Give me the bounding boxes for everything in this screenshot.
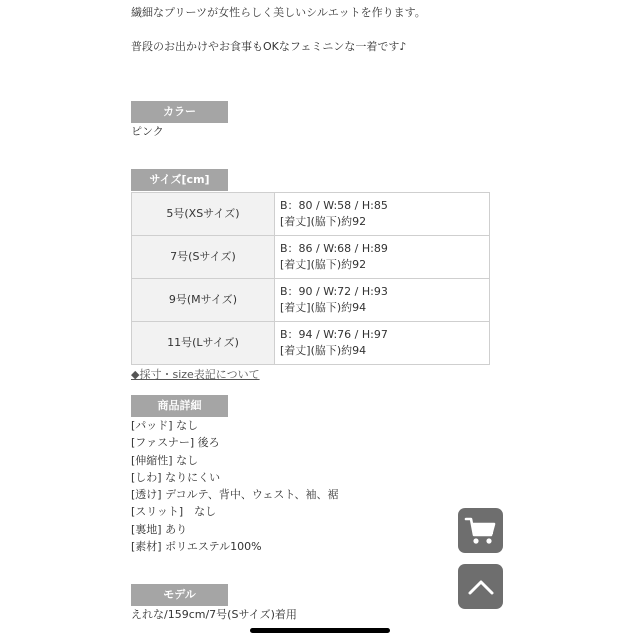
detail-item: [スリット] なし: [131, 505, 217, 518]
chevron-up-icon: [467, 577, 495, 597]
size-bwh: B：80 / W:58 / H:85: [280, 199, 388, 212]
size-length: [着丈](脇下)約92: [280, 258, 367, 271]
detail-item: [しわ] なりにくい: [131, 471, 221, 484]
size-name: 5号(XSサイズ): [132, 193, 275, 236]
size-label: サイズ[cm]: [131, 169, 228, 191]
size-length: [着丈](脇下)約94: [280, 344, 367, 357]
detail-item: [パッド] なし: [131, 419, 199, 432]
model-value: えれな/159cm/7号(Sサイズ)着用: [131, 608, 297, 621]
table-row: [132, 279, 490, 322]
size-bwh: B：94 / W:76 / H:97: [280, 328, 388, 341]
table-row: [132, 322, 490, 365]
detail-item: [ファスナー] 後ろ: [131, 436, 220, 449]
details-label: 商品詳細: [131, 395, 228, 417]
description-line-1: 繊細なプリーツが女性らしく美しいシルエットを作ります。: [131, 6, 426, 19]
cart-button[interactable]: [458, 508, 503, 553]
size-table: [131, 192, 490, 365]
color-label: カラー: [131, 101, 228, 123]
size-length: [着丈](脇下)約92: [280, 215, 367, 228]
size-length: [着丈](脇下)約94: [280, 301, 367, 314]
detail-item: [裏地] あり: [131, 523, 188, 536]
detail-item: [伸縮性] なし: [131, 454, 199, 467]
home-indicator: [250, 628, 390, 633]
size-measurements: [275, 236, 490, 279]
size-name: 9号(Mサイズ): [132, 279, 275, 322]
size-name: 7号(Sサイズ): [132, 236, 275, 279]
size-bwh: B：90 / W:72 / H:93: [280, 285, 388, 298]
color-value: ピンク: [131, 125, 164, 138]
detail-item: [素材] ポリエステル100%: [131, 540, 262, 553]
detail-item: [透け] デコルテ、背中、ウェスト、袖、裾: [131, 488, 339, 501]
size-measurements: [275, 322, 490, 365]
back-to-top-button[interactable]: [458, 564, 503, 609]
cart-icon: [464, 516, 498, 546]
description-line-2: 普段のお出かけやお食事もOKなフェミニンな一着です♪: [131, 40, 407, 53]
table-row: [132, 236, 490, 279]
size-measurements: [275, 193, 490, 236]
table-row: [132, 193, 490, 236]
size-bwh: B：86 / W:68 / H:89: [280, 242, 388, 255]
size-guide-link[interactable]: ◆採寸・size表記について: [131, 368, 260, 381]
model-label: モデル: [131, 584, 228, 606]
size-name: 11号(Lサイズ): [132, 322, 275, 365]
size-measurements: [275, 279, 490, 322]
